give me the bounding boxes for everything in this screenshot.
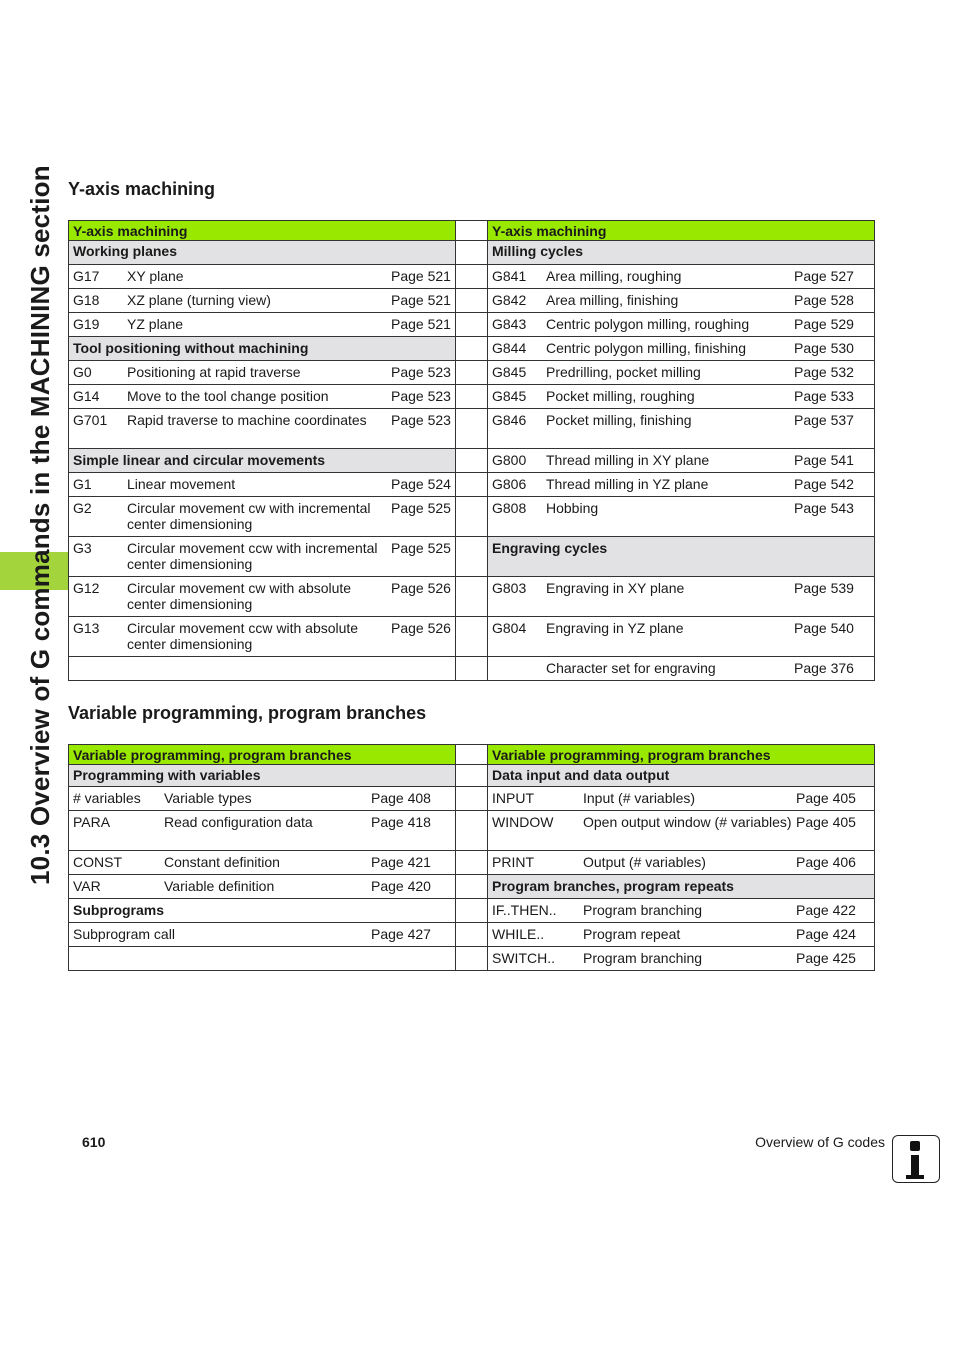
table-row: G18 XZ plane (turning view) Page 521 G842 Area milling, finishing Page 528: [69, 289, 875, 313]
group-header: Simple linear and circular movements: [73, 452, 326, 468]
table-row: G14 Move to the tool change position Page 523 G845 Pocket milling, roughing Page 533: [69, 385, 875, 409]
section-title-variables: Variable programming, program branches: [68, 703, 427, 723]
group-header: Milling cycles: [492, 243, 584, 259]
chapter-title: 10.3 Overview of G commands in the MACHINING section: [25, 165, 55, 885]
table-row: VAR Variable definition Page 420 Program branches, program repeats: [69, 875, 875, 899]
info-icon: [892, 1135, 940, 1183]
table-row: Simple linear and circular movements G800 Thread milling in XY plane Page 541: [69, 449, 875, 473]
table-row: G0 Positioning at rapid traverse Page 523 G845 Predrilling, pocket milling Page 532: [69, 361, 875, 385]
table-row: G17 XY plane Page 521 G841 Area milling, roughing Page 527: [69, 265, 875, 289]
table-row: G19 YZ plane Page 521 G843 Centric polygon milling, roughing Page 529: [69, 313, 875, 337]
group-header: Tool positioning without machining: [73, 340, 309, 356]
table-row: G1 Linear movement Page 524 G806 Thread milling in YZ plane Page 542: [69, 473, 875, 497]
table-row: # variables Variable types Page 408 INPUT Input (# variables) Page 405: [69, 787, 875, 811]
table-header: Variable programming, program branches: [492, 747, 771, 763]
variables-table: [68, 744, 875, 971]
group-header: Program branches, program repeats: [492, 878, 734, 894]
table-row: Character set for engraving Page 376: [69, 657, 875, 681]
table-row: Subprograms IF..THEN.. Program branching Page 422: [69, 899, 875, 923]
table-row: G701 Rapid traverse to machine coordinates Page 523 G846 Pocket milling, finishing Page 537: [69, 409, 875, 449]
table-row: G13 Circular movement ccw with absolute center dimensioning Page 526 G804 Engraving in YZ plane Page 540: [69, 617, 875, 657]
section-title-y-axis: Y-axis machining: [68, 179, 216, 199]
group-header: Engraving cycles: [492, 540, 608, 556]
footer-title: Overview of G codes: [755, 1134, 885, 1150]
table-header: Y-axis machining: [492, 223, 607, 239]
group-header: Subprograms: [73, 902, 165, 918]
table-row: G3 Circular movement ccw with incremental center dimensioning Page 525 Engraving cycles: [69, 537, 875, 577]
table-row: Tool positioning without machining G844 Centric polygon milling, finishing Page 530: [69, 337, 875, 361]
group-header: Data input and data output: [492, 767, 670, 783]
table-row: G2 Circular movement cw with incremental center dimensioning Page 525 G808 Hobbing Page 543: [69, 497, 875, 537]
table-row: PARA Read configuration data Page 418 WINDOW Open output window (# variables) Page 405: [69, 811, 875, 851]
group-header: Programming with variables: [73, 767, 261, 783]
table-row: G12 Circular movement cw with absolute center dimensioning Page 526 G803 Engraving in XY plane Page 539: [69, 577, 875, 617]
table-row: CONST Constant definition Page 421 PRINT Output (# variables) Page 406: [69, 851, 875, 875]
table-header: Variable programming, program branches: [73, 747, 352, 763]
y-axis-table: [68, 220, 875, 681]
page-number: 610: [82, 1134, 106, 1150]
table-header: Y-axis machining: [73, 223, 188, 239]
table-row: SWITCH.. Program branching Page 425: [69, 947, 875, 971]
table-row: Subprogram call Page 427 WHILE.. Program repeat Page 424: [69, 923, 875, 947]
group-header: Working planes: [73, 243, 177, 259]
